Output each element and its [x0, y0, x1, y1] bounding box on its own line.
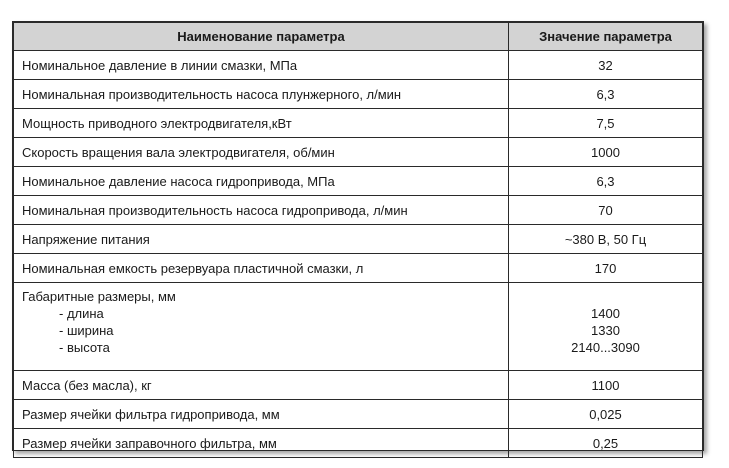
table-row — [14, 371, 703, 400]
row-value: 0,25 — [509, 429, 703, 458]
dimension-label: - ширина — [59, 323, 114, 338]
row-value: 170 — [509, 254, 703, 283]
dimension-value: 1330 — [591, 323, 620, 338]
dimensions-parameter-cell — [14, 283, 509, 371]
header-value: Значение параметра — [509, 23, 703, 51]
row-parameter: Масса (без масла), кг — [14, 371, 509, 400]
header-parameter: Наименование параметра — [14, 23, 509, 51]
table-row — [14, 196, 703, 225]
row-value: 70 — [509, 196, 703, 225]
row-parameter: Номинальная производительность насоса плунжерного, л/мин — [14, 80, 509, 109]
row-value: 32 — [509, 51, 703, 80]
row-value: 6,3 — [509, 167, 703, 196]
table-row — [14, 254, 703, 283]
parameters-table-container — [12, 21, 704, 451]
row-value: 1000 — [509, 138, 703, 167]
dimension-label: - высота — [59, 340, 110, 355]
row-parameter: Скорость вращения вала электродвигателя, об/мин — [14, 138, 509, 167]
table-row — [14, 225, 703, 254]
dimension-value: 2140...3090 — [571, 340, 640, 355]
table-row — [14, 167, 703, 196]
row-parameter: Номинальное давление в линии смазки, МПа — [14, 51, 509, 80]
table-row — [14, 80, 703, 109]
row-value: 0,025 — [509, 400, 703, 429]
row-value: ~380 В, 50 Гц — [509, 225, 703, 254]
row-parameter: Номинальная емкость резервуара пластичной смазки, л — [14, 254, 509, 283]
row-parameter: Номинальное давление насоса гидропривода, МПа — [14, 167, 509, 196]
row-parameter: Номинальная производительность насоса гидропривода, л/мин — [14, 196, 509, 225]
row-parameter: Напряжение питания — [14, 225, 509, 254]
table-row — [14, 51, 703, 80]
table-row — [14, 429, 703, 458]
row-value: 1100 — [509, 371, 703, 400]
row-parameter: Мощность приводного электродвигателя,кВт — [14, 109, 509, 138]
parameters-table — [13, 22, 703, 458]
row-parameter: Размер ячейки заправочного фильтра, мм — [14, 429, 509, 458]
table-row-dimensions — [14, 283, 703, 371]
table-row — [14, 400, 703, 429]
dimensions-value-cell — [509, 283, 703, 371]
row-value: 7,5 — [509, 109, 703, 138]
dimensions-title: Габаритные размеры, мм — [22, 289, 176, 304]
dimension-label: - длина — [59, 306, 104, 321]
dimension-value: 1400 — [591, 306, 620, 321]
table-header-row — [14, 23, 703, 51]
table-row — [14, 138, 703, 167]
row-parameter: Размер ячейки фильтра гидропривода, мм — [14, 400, 509, 429]
table-row — [14, 109, 703, 138]
row-value: 6,3 — [509, 80, 703, 109]
